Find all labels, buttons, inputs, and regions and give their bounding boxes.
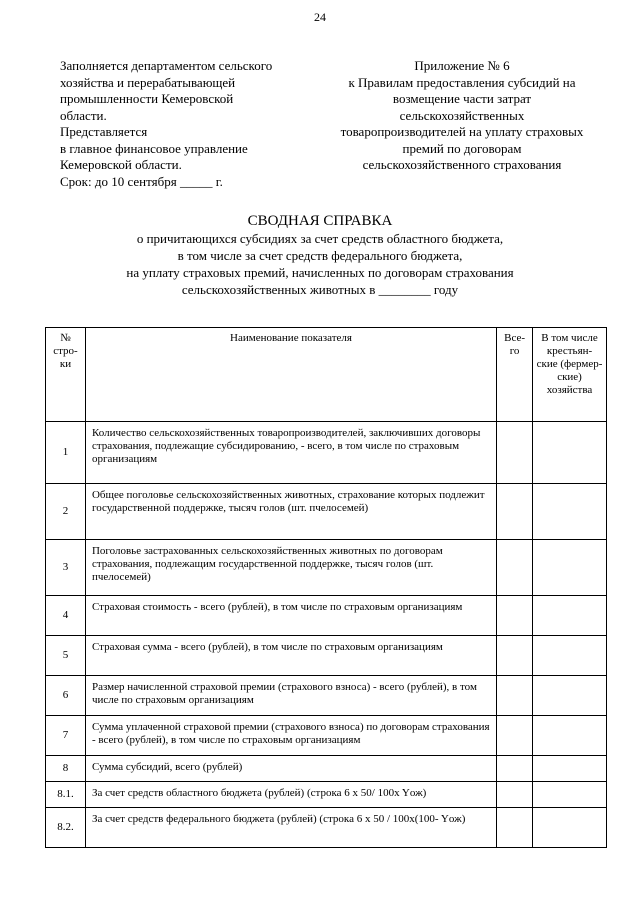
- row-number: 1: [46, 422, 86, 484]
- row-number: 2: [46, 484, 86, 540]
- row-indicator: Страховая стоимость - всего (рублей), в том числе по страховым организациям: [85, 596, 496, 636]
- row-number: 3: [46, 540, 86, 596]
- row-total-cell[interactable]: [497, 596, 533, 636]
- row-total-cell[interactable]: [497, 422, 533, 484]
- row-number: 4: [46, 596, 86, 636]
- submission-line: Представляется: [60, 124, 148, 139]
- header-total: Все- го: [497, 328, 533, 422]
- row-total-cell[interactable]: [497, 716, 533, 756]
- row-number: 6: [46, 676, 86, 716]
- table-row: [46, 540, 607, 596]
- header-indicator: Наименование показателя: [85, 328, 496, 422]
- row-indicator: Сумма субсидий, всего (рублей): [85, 756, 496, 782]
- row-number: 8.2.: [46, 808, 86, 848]
- row-number: 5: [46, 636, 86, 676]
- table-row: [46, 636, 607, 676]
- row-peasant-cell[interactable]: [533, 808, 607, 848]
- appendix-line: товаропроизводителей на уплату страховых: [340, 124, 584, 139]
- row-indicator: Количество сельскохозяйственных товаропроизводителей, заключивших договоры страхования, подлежащие субсидированию, - всего, в том числе по страховым организациям: [85, 422, 496, 484]
- appendix-line: сельскохозяйственного страхования: [362, 157, 562, 172]
- submission-line: области.: [60, 107, 107, 123]
- subtitle-line: на уплату страховых премий, начисленных по договорам страхования: [126, 265, 514, 280]
- row-total-cell[interactable]: [497, 676, 533, 716]
- appendix-line: возмещение части затрат: [392, 91, 532, 106]
- row-number: 7: [46, 716, 86, 756]
- table-row: [46, 756, 607, 782]
- document-title: СВОДНАЯ СПРАВКА: [247, 213, 393, 229]
- row-total-cell[interactable]: [497, 540, 533, 596]
- subtitle-line: сельскохозяйственных животных в ________ году: [181, 282, 459, 297]
- header-row-number: № стро- ки: [46, 328, 86, 422]
- row-peasant-cell[interactable]: [533, 484, 607, 540]
- header-peasant-farms: В том числе крестьян- ские (фермер- ские) хозяйства: [533, 328, 607, 422]
- row-total-cell[interactable]: [497, 484, 533, 540]
- appendix-line: Приложение № 6: [414, 58, 510, 73]
- row-indicator: Страховая сумма - всего (рублей), в том числе по страховым организациям: [85, 636, 496, 676]
- row-indicator: За счет средств областного бюджета (рублей) (строка 6 x 50/ 100x Yож): [85, 782, 496, 808]
- table-row: [46, 808, 607, 848]
- submission-line: Кемеровской области.: [60, 157, 182, 172]
- summary-table: [45, 327, 607, 848]
- row-indicator: За счет средств федерального бюджета (рублей) (строка 6 x 50 / 100x(100- Yож): [85, 808, 496, 848]
- row-indicator: Размер начисленной страховой премии (страхового взноса) - всего (рублей), в том числе по страховым организациям: [85, 676, 496, 716]
- table-row: [46, 782, 607, 808]
- appendix-line: к Правилам предоставления субсидий на: [348, 74, 576, 90]
- row-total-cell[interactable]: [497, 756, 533, 782]
- row-indicator: Сумма уплаченной страховой премии (страхового взноса) по договорам страхования - всего (рублей), в том числе по страховым организациям: [85, 716, 496, 756]
- row-total-cell[interactable]: [497, 782, 533, 808]
- subtitle-line: о причитающихся субсидиях за счет средств областного бюджета,: [136, 231, 504, 246]
- table-row: [46, 422, 607, 484]
- table-row: [46, 676, 607, 716]
- table-row: [46, 484, 607, 540]
- row-total-cell[interactable]: [497, 808, 533, 848]
- deadline-line: Срок: до 10 сентября _____ г.: [60, 173, 223, 189]
- document-title-block: [0, 212, 640, 298]
- row-peasant-cell[interactable]: [533, 676, 607, 716]
- row-number: 8: [46, 756, 86, 782]
- row-peasant-cell[interactable]: [533, 636, 607, 676]
- submission-line: в главное финансовое управление: [60, 140, 248, 156]
- table-row: [46, 716, 607, 756]
- row-peasant-cell[interactable]: [533, 716, 607, 756]
- appendix-line: сельскохозяйственных: [399, 107, 525, 123]
- table-row: [46, 596, 607, 636]
- row-peasant-cell[interactable]: [533, 756, 607, 782]
- submission-info: [60, 58, 330, 190]
- submission-line: промышленности Кемеровской: [60, 91, 234, 106]
- appendix-header: [322, 58, 602, 174]
- submission-line: хозяйства и перерабатывающей: [60, 74, 236, 90]
- row-peasant-cell[interactable]: [533, 782, 607, 808]
- row-peasant-cell[interactable]: [533, 540, 607, 596]
- submission-line: Заполняется департаментом сельского: [60, 58, 273, 73]
- row-peasant-cell[interactable]: [533, 422, 607, 484]
- row-total-cell[interactable]: [497, 636, 533, 676]
- row-peasant-cell[interactable]: [533, 596, 607, 636]
- subtitle-line: в том числе за счет средств федерального бюджета,: [177, 248, 463, 263]
- page-number: 24: [314, 10, 326, 24]
- row-indicator: Поголовье застрахованных сельскохозяйственных животных по договорам страхования, подлежащим государственной поддержке, тысяч голов (шт. пчелосемей): [85, 540, 496, 596]
- table-header-row: [46, 328, 607, 422]
- row-indicator: Общее поголовье сельскохозяйственных животных, страхование которых подлежит государственной поддержке, тысяч голов (шт. пчелосемей): [85, 484, 496, 540]
- row-number: 8.1.: [46, 782, 86, 808]
- appendix-line: премий по договорам: [402, 140, 522, 156]
